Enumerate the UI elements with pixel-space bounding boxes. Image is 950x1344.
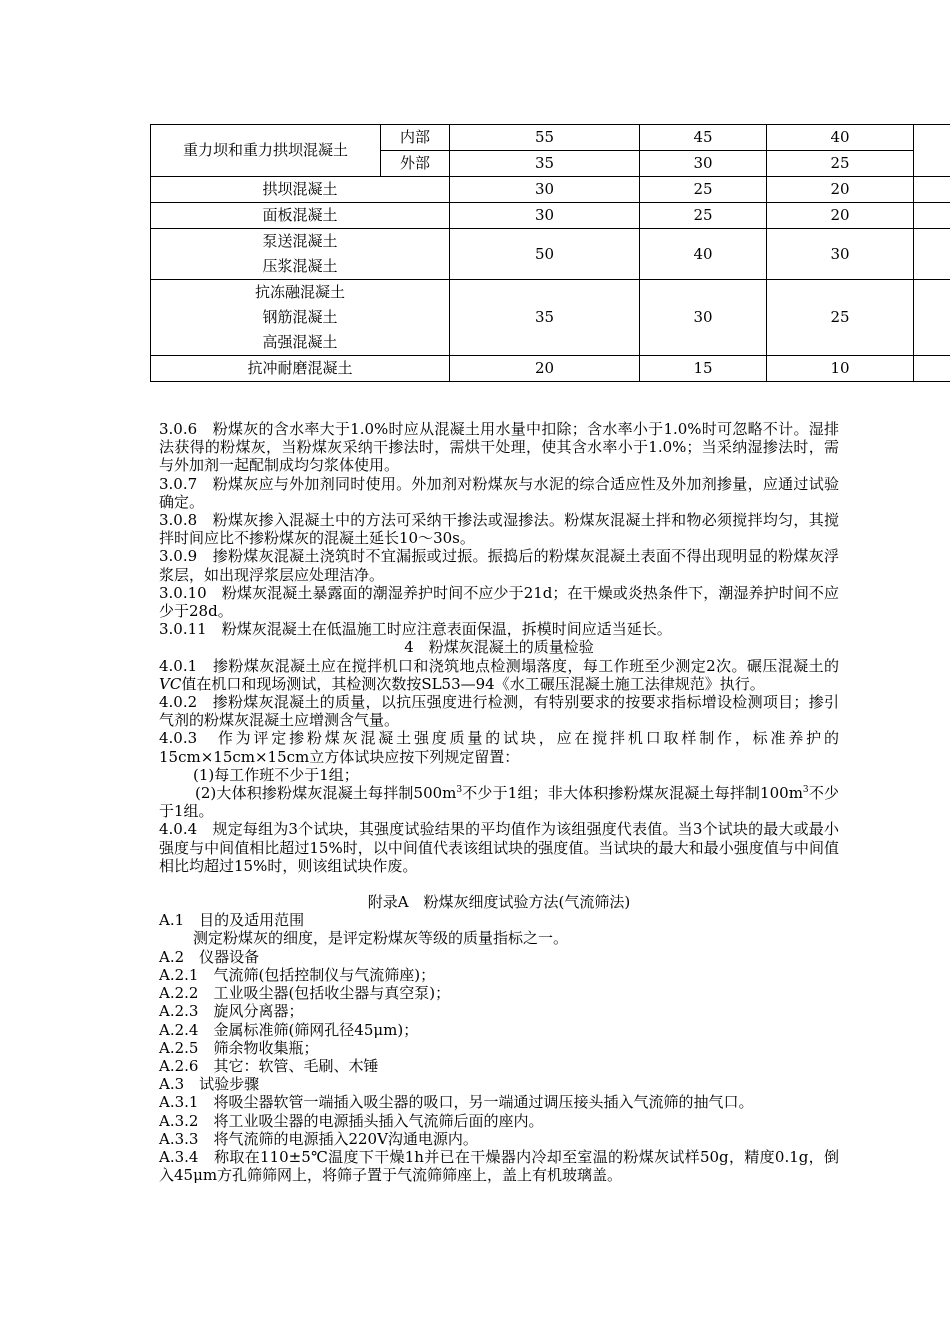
table-cell: 20 bbox=[767, 203, 914, 229]
table-cell: 25 bbox=[767, 280, 914, 356]
table-cell: 40 bbox=[640, 229, 767, 280]
clause-4-0-1: 4.0.1 掺粉煤灰混凝土应在搅拌机口和浇筑地点检测塌落度，每工作班至少测定2次。碾压混凝土的VC值在机口和现场测试，其检测次数按SL53—94《水工碾压混凝土施工法律规范》执行。 bbox=[159, 656, 839, 693]
empty-cell bbox=[914, 280, 950, 356]
fly-ash-content-table bbox=[150, 124, 950, 382]
clause-3-0-6: 3.0.6 粉煤灰的含水率大于1.0%时应从混凝土用水量中扣除；含水率小于1.0%时可忽略不计。湿排法获得的粉煤灰，当粉煤灰采纳干掺法时，需烘干处理，使其含水率小于1.0%；当采纳湿掺法时，需与外加剂一起配制成均匀浆体使用。 bbox=[159, 420, 839, 475]
row-label: 面板混凝土 bbox=[151, 203, 450, 229]
appendix-a2-5: A.2.5 筛余物收集瓶； bbox=[159, 1038, 319, 1057]
appendix-a3-1: A.3.1 将吸尘器软管一端插入吸尘器的吸口，另一端通过调压接头插入气流筛的抽气口。 bbox=[159, 1093, 754, 1112]
appendix-a2-1: A.2.1 气流筛(包括控制仪与气流筛座)； bbox=[159, 965, 436, 984]
row-label-line: 高强混凝土 bbox=[262, 333, 338, 351]
table-row bbox=[151, 280, 950, 356]
sub-label: 内部 bbox=[381, 125, 450, 151]
empty-cell bbox=[914, 229, 950, 280]
row-label-line: 钢筋混凝土 bbox=[262, 308, 338, 326]
appendix-a3-3: A.3.3 将气流筛的电源插入220V沟通电源内。 bbox=[159, 1129, 478, 1148]
appendix-a2-heading: A.2 仪器设备 bbox=[159, 947, 260, 966]
table-row bbox=[151, 203, 950, 229]
table-cell: 30 bbox=[640, 280, 767, 356]
row-label bbox=[151, 229, 450, 280]
appendix-a3-2: A.3.2 将工业吸尘器的电源插头插入气流筛后面的座内。 bbox=[159, 1111, 544, 1130]
table-row bbox=[151, 125, 950, 151]
table-cell: 20 bbox=[767, 177, 914, 203]
sub-label: 外部 bbox=[381, 151, 450, 177]
table-row bbox=[151, 177, 950, 203]
clause-4-0-3-item-1: (1)每工作班不少于1组； bbox=[193, 765, 359, 784]
empty-cell bbox=[914, 356, 950, 382]
empty-cell bbox=[914, 125, 950, 177]
clause-4-0-3: 4.0.3 作为评定掺粉煤灰混凝土强度质量的试块，应在搅拌机口取样制作，标准养护的15cm×15cm×15cm立方体试块应按下列规定留置： bbox=[159, 729, 839, 766]
table-cell: 55 bbox=[450, 125, 640, 151]
appendix-title: 附录A 粉煤灰细度试验方法(气流筛法) bbox=[367, 893, 631, 912]
appendix-a3-4: A.3.4 称取在110±5℃温度下干燥1h并已在干燥器内冷却至室温的粉煤灰试样50g，精度0.1g，倒入45μm方孔筛筛网上，将筛子置于气流筛筛座上，盖上有机玻璃盖。 bbox=[159, 1147, 839, 1185]
table-cell: 25 bbox=[640, 177, 767, 203]
table-cell: 40 bbox=[767, 125, 914, 151]
clause-4-0-2: 4.0.2 掺粉煤灰混凝土的质量，以抗压强度进行检测，有特别要求的按要求指标增设检测项目；掺引气剂的粉煤灰混凝土应增测含气量。 bbox=[159, 693, 839, 730]
row-label-line: 压浆混凝土 bbox=[262, 257, 338, 275]
row-label: 抗冲耐磨混凝土 bbox=[151, 356, 450, 382]
row-label bbox=[151, 280, 450, 356]
appendix-a2-6: A.2.6 其它：软管、毛刷、木锤 bbox=[159, 1056, 379, 1075]
appendix-a3-heading: A.3 试验步骤 bbox=[159, 1075, 260, 1094]
table-cell: 30 bbox=[450, 177, 640, 203]
appendix-a2-2: A.2.2 工业吸尘器(包括收尘器与真空泵)； bbox=[159, 984, 451, 1003]
clause-3-0-8: 3.0.8 粉煤灰掺入混凝土中的方法可采纳干掺法或湿掺法。粉煤灰混凝土拌和物必须搅拌均匀，其搅拌时间应比不掺粉煤灰的混凝土延长10～30s。 bbox=[159, 511, 839, 548]
empty-cell bbox=[914, 177, 950, 203]
section-heading: 4 粉煤灰混凝土的质量检验 bbox=[404, 638, 594, 657]
clause-3-0-11: 3.0.11 粉煤灰混凝土在低温施工时应注意表面保温，拆模时间应适当延长。 bbox=[159, 620, 672, 639]
row-label: 重力坝和重力拱坝混凝土 bbox=[151, 125, 381, 177]
appendix-a2-4: A.2.4 金属标准筛(筛网孔径45μm)； bbox=[159, 1020, 419, 1039]
table-cell: 35 bbox=[450, 280, 640, 356]
clause-3-0-10: 3.0.10 粉煤灰混凝土暴露面的潮湿养护时间不应少于21d；在干燥或炎热条件下，潮湿养护时间不应少于28d。 bbox=[159, 583, 839, 621]
row-label: 拱坝混凝土 bbox=[151, 177, 450, 203]
table-cell: 30 bbox=[767, 229, 914, 280]
table-cell: 50 bbox=[450, 229, 640, 280]
clause-3-0-7: 3.0.7 粉煤灰应与外加剂同时使用。外加剂对粉煤灰与水泥的综合适应性及外加剂掺量，应通过试验确定。 bbox=[159, 474, 839, 511]
empty-cell bbox=[914, 203, 950, 229]
table-cell: 15 bbox=[640, 356, 767, 382]
row-label-line: 抗冻融混凝土 bbox=[254, 283, 345, 301]
appendix-a1-heading: A.1 目的及适用范围 bbox=[159, 911, 305, 930]
row-label-line: 泵送混凝土 bbox=[262, 232, 338, 250]
document-body bbox=[159, 420, 839, 1184]
clause-3-0-9: 3.0.9 掺粉煤灰混凝土浇筑时不宜漏振或过振。振捣后的粉煤灰混凝土表面不得出现明显的粉煤灰浮浆层，如出现浮浆层应处理洁净。 bbox=[159, 547, 839, 584]
table-cell: 10 bbox=[767, 356, 914, 382]
table-cell: 30 bbox=[640, 151, 767, 177]
table-cell: 25 bbox=[640, 203, 767, 229]
clause-4-0-4: 4.0.4 规定每组为3个试块，其强度试验结果的平均值作为该组强度代表值。当3个试块的最大或最小强度与中间值相比超过15%时，以中间值代表该组试块的强度值。当试块的最大和最小强度值与中间值相比均超过15%时，则该组试块作废。 bbox=[159, 820, 839, 875]
clause-4-0-3-item-2: (2)大体积掺粉煤灰混凝土每拌制$500m^3$不少于1组；非大体积掺粉煤灰混凝土每拌制$100m^3$不少于1组。 bbox=[159, 784, 839, 821]
table-row bbox=[151, 356, 950, 382]
table-cell: 35 bbox=[450, 151, 640, 177]
table-cell: 30 bbox=[450, 203, 640, 229]
table-cell: 25 bbox=[767, 151, 914, 177]
appendix-a2-3: A.2.3 旋风分离器； bbox=[159, 1002, 304, 1021]
table-row bbox=[151, 229, 950, 280]
table-cell: 20 bbox=[450, 356, 640, 382]
table-cell: 45 bbox=[640, 125, 767, 151]
appendix-a1-text: 测定粉煤灰的细度，是评定粉煤灰等级的质量指标之一。 bbox=[193, 929, 569, 948]
